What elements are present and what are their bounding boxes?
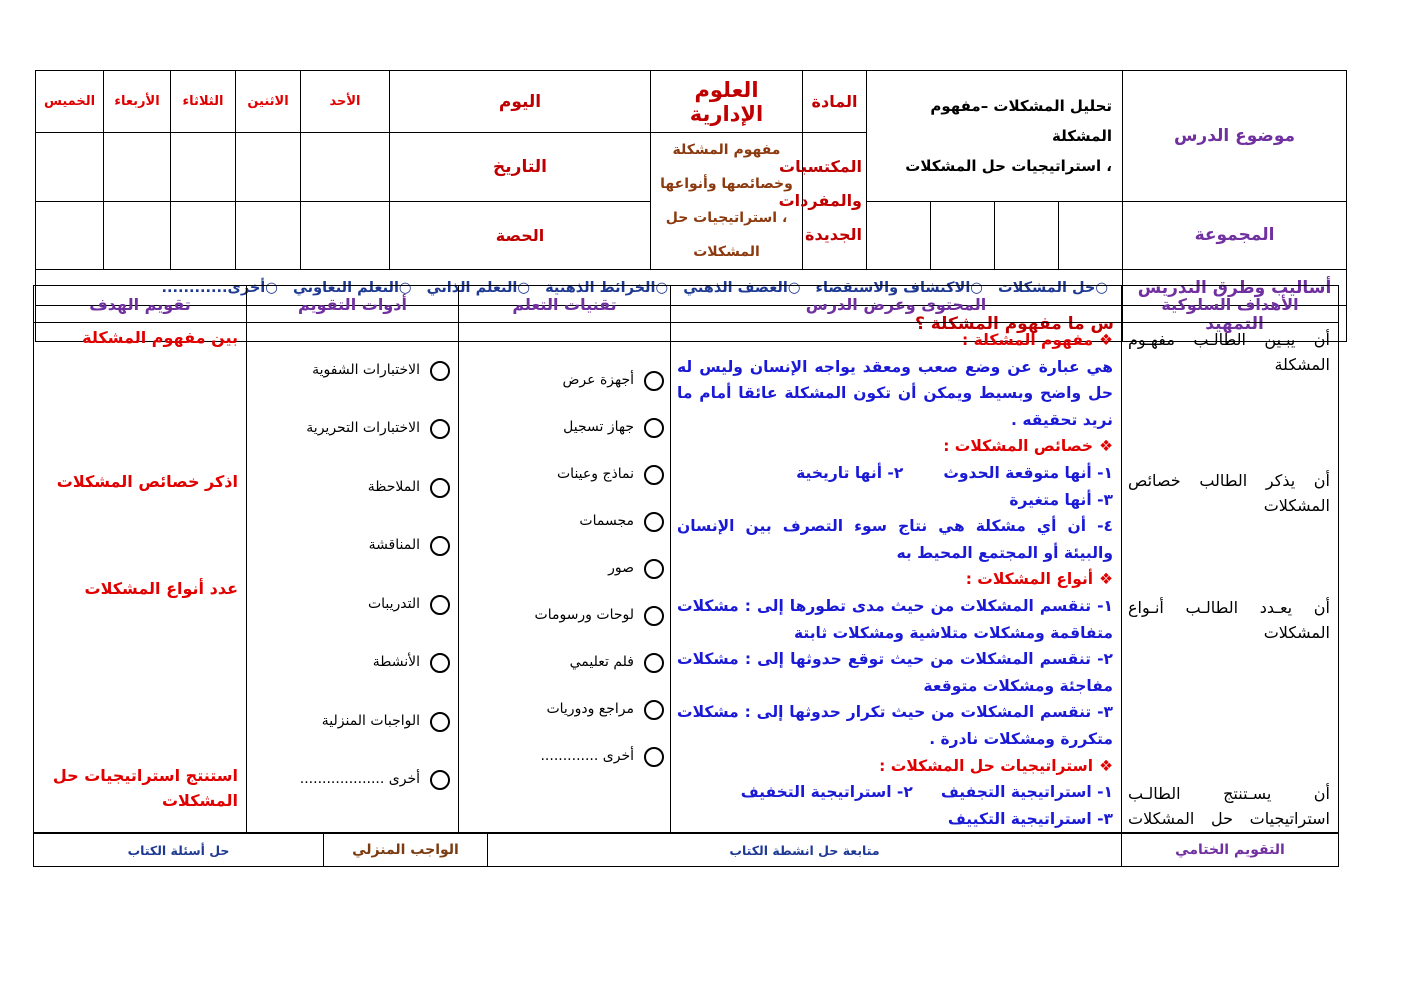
method-item[interactable]: ○أخرى............: [161, 279, 278, 296]
period-label: الحصة: [390, 201, 651, 270]
lesson-topic-label: موضوع الدرس: [1123, 71, 1347, 202]
method-item[interactable]: ○العصف الذهني: [683, 279, 801, 296]
content-heading: ❖خصائص المشكلات :: [943, 437, 1113, 456]
radio-circle-icon: [430, 478, 450, 498]
content-line: ٣- تنقسم المشكلات من حيث تكرار حدوثها إلى : مشكلات متكررة ومشكلات نادرة .: [677, 703, 1113, 748]
period-cell[interactable]: [236, 201, 301, 270]
content-heading: ❖أنواع المشكلات :: [965, 570, 1113, 589]
radio-circle-icon: [430, 361, 450, 381]
day-thursday: الخميس: [36, 71, 104, 133]
subject-label: المادة: [803, 71, 867, 133]
radio-circle-icon: [430, 595, 450, 615]
content-line: ١- استراتيجية التجفيف٢- استراتيجية التخفيف: [740, 783, 1113, 802]
radio-circle-icon: [644, 653, 664, 673]
homework-label: الواجب المنزلي: [324, 834, 488, 867]
evaluation-cell: [34, 323, 247, 833]
date-cell[interactable]: [301, 133, 390, 202]
evaluation-item: عدد أنواع المشكلات: [84, 579, 238, 598]
homework-value: حل أسئلة الكتاب: [34, 834, 324, 867]
period-cell[interactable]: [104, 201, 171, 270]
evaluation-item: اذكر خصائص المشكلات: [56, 472, 238, 491]
bullet-icon: ❖: [1099, 331, 1113, 349]
group-cell[interactable]: [867, 201, 931, 270]
group-cell[interactable]: [931, 201, 995, 270]
objective-item: أن يعـدد الطالـب أنـواع المشكلات: [1128, 598, 1330, 642]
col-tools: أدوات التقويم: [247, 286, 459, 323]
group-cell[interactable]: [995, 201, 1059, 270]
date-cell[interactable]: [36, 133, 104, 202]
content-cell: [671, 323, 1122, 833]
date-label: التاريخ: [390, 133, 651, 202]
objective-item: أن يذكر الطالب خصائص المشكلات: [1128, 471, 1330, 515]
radio-circle-icon: [430, 419, 450, 439]
method-item[interactable]: ○التعلم الذاتي: [426, 279, 531, 296]
bullet-icon: ❖: [1099, 437, 1113, 456]
objectives-cell: [1122, 323, 1339, 833]
radio-circle-icon: [430, 712, 450, 732]
radio-circle-icon: [644, 371, 664, 391]
vocab-label-line2: والمفردات الجديدة: [778, 191, 862, 244]
radio-circle-icon: [644, 465, 664, 485]
content-line: ١- تنقسم المشكلات من حيث مدى تطورها إلى : مشكلات متفاقمة ومشكلات متلاشية ومشكلات ثابتة: [677, 596, 1113, 642]
objective-item: أن يبـين الطالـب مفهـوم المشكلة: [1128, 330, 1330, 374]
radio-circle-icon: [430, 536, 450, 556]
evaluation-item: استنتج استراتيجيات حل المشكلات: [52, 766, 238, 810]
radio-circle-icon: [644, 747, 664, 767]
content-line: ٣- أنها متغيرة: [1009, 490, 1113, 509]
col-content: المحتوى وعرض الدرس: [671, 286, 1122, 323]
period-cell[interactable]: [36, 201, 104, 270]
lesson-topic-line2: ، استراتيجيات حل المشكلات: [905, 156, 1113, 175]
day-monday: الاثنين: [236, 71, 301, 133]
date-cell[interactable]: [104, 133, 171, 202]
tools-cell: الاختبارات الشفوية الاختبارات التحريرية الملاحظة المناقشة التدريبات الأنشطة الواجبات المنزلية أخرى ...................: [247, 323, 459, 833]
vocab-label-line1: المكتسبات: [779, 157, 862, 176]
intro-question: س ما مفهوم المشكلة ؟: [36, 306, 1123, 342]
followup-text: متابعة حل انشطة الكتاب: [488, 834, 1122, 867]
day-wednesday: الأربعاء: [104, 71, 171, 133]
radio-circle-icon: [430, 770, 450, 790]
radio-circle-icon: [644, 559, 664, 579]
content-heading: ❖استراتيجيات حل المشكلات :: [879, 756, 1113, 775]
period-cell[interactable]: [301, 201, 390, 270]
method-item[interactable]: ○التعلم التعاوني: [292, 279, 412, 296]
content-line: ٤- أن أي مشكلة هي نتاج سوء التصرف بين الإنسان والبيئة أو المجتمع المحيط به: [677, 517, 1113, 562]
day-sunday: الأحد: [301, 71, 390, 133]
footer-table: [33, 833, 1339, 867]
content-heading: ❖مفهوم المشكلة :: [962, 331, 1113, 349]
radio-circle-icon: [644, 418, 664, 438]
date-cell[interactable]: [171, 133, 236, 202]
techniques-cell: أجهزة عرض جهاز تسجيل نماذج وعينات مجسمات صور لوحات ورسومات فلم تعليمي مراجع ودوريات أخرى .............: [459, 323, 671, 833]
lesson-topic-value: [867, 71, 1123, 202]
method-item[interactable]: ○الاكتشاف والاستقصاء: [815, 279, 983, 296]
date-cell[interactable]: [236, 133, 301, 202]
vocab-line1: مفهوم المشكلة وخصائصها وأنواعها: [660, 142, 793, 192]
col-techniques: تقنيات التعلم: [459, 286, 671, 323]
lesson-topic-line1: تحليل المشكلات –مفهوم المشكلة: [930, 96, 1113, 145]
period-cell[interactable]: [171, 201, 236, 270]
evaluation-item: بين مفهوم المشكلة: [82, 328, 238, 347]
content-line: ١- أنها متوقعة الحدوث٢- أنها تاريخية: [796, 463, 1113, 482]
vocab-label: [778, 133, 867, 270]
radio-circle-icon: [644, 700, 664, 720]
lesson-table: [33, 285, 1339, 833]
subject-value: العلوم الإدارية: [651, 71, 803, 133]
radio-circle-icon: [644, 606, 664, 626]
objective-item: أن يسـتنتج الطالـب استراتيجيات حل المشكلات: [1128, 784, 1330, 828]
vocab-line2: ، استراتيجيات حل المشكلات: [665, 210, 788, 260]
day-tuesday: الثلاثاء: [171, 71, 236, 133]
method-item[interactable]: ○الخرائط الذهنية: [545, 279, 669, 296]
col-evaluation: تقويم الهدف: [34, 286, 247, 323]
radio-circle-icon: [430, 653, 450, 673]
method-item[interactable]: ○حل المشكلات: [998, 279, 1109, 296]
col-objectives: الأهداف السلوكية: [1122, 286, 1339, 323]
group-label: المجموعة: [1123, 201, 1347, 270]
bullet-icon: ❖: [1099, 756, 1113, 775]
intro-label: التمهيد: [1123, 306, 1347, 342]
content-paragraph: هي عبارة عن وضع صعب ومعقد يواجه الإنسان وليس له حل واضح وبسيط ويمكن أن تكون المشكلة عائقا أمام ما نريد تحقيقه .: [677, 357, 1113, 429]
group-cell[interactable]: [1059, 201, 1123, 270]
content-line: ٢- تنقسم المشكلات من حيث توقع حدوثها إلى : مشكلات مفاجئة ومشكلات متوقعة: [677, 650, 1113, 695]
methods-label: أساليب وطرق التدريس: [1123, 270, 1347, 306]
vocab-value: [651, 133, 803, 270]
day-label: اليوم: [390, 71, 651, 133]
bullet-icon: ❖: [1099, 570, 1113, 589]
content-line: ٣- استراتيجية التكييف: [947, 809, 1113, 828]
final-eval-label: التقويم الختامي: [1122, 834, 1339, 867]
radio-circle-icon: [644, 512, 664, 532]
